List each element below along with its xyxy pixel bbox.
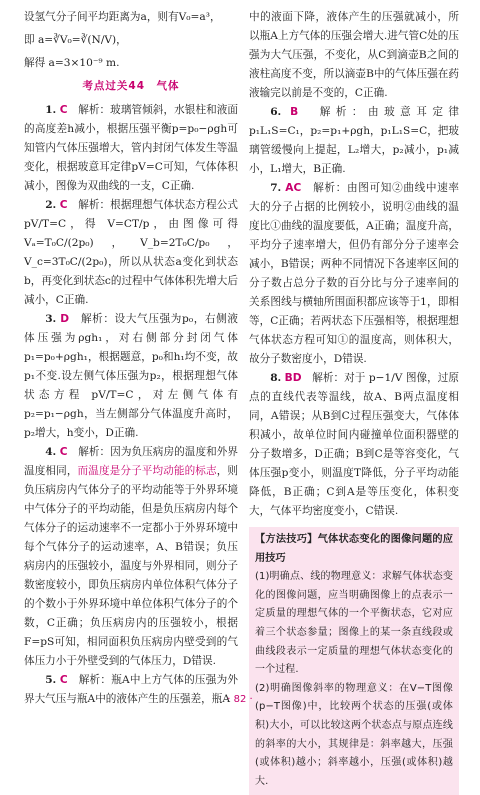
answer-text: 解析：由玻意耳定律 p₁L₁S=C₁，p₂=p₁+ρgh，p₁L₁S=C，把玻璃管缓慢向上提起，L₂增大，p₂减小，p₁减小，L₁增大，B正确. bbox=[249, 106, 460, 175]
answer-number: 4. bbox=[45, 446, 57, 458]
answer-choice: C bbox=[59, 104, 68, 116]
answer-text: 解析：玻璃管倾斜，水银柱和液面的高度差h减小，根据压强平衡p=p₀−ρgh可知管内气体压强增大，管内封闭气体发生等温变化，根据玻意耳定律pV=C可知，气体体积减小，图像为双曲线的一支，C正确. bbox=[24, 104, 239, 192]
answer-number: 8. bbox=[270, 372, 282, 384]
answer-number: 2. bbox=[45, 199, 57, 211]
answer-number: 3. bbox=[45, 313, 57, 325]
answer-text: 解析：因为负压病房的温度和外界温度相同， bbox=[24, 446, 239, 477]
answer-1 bbox=[24, 101, 238, 196]
answer-number: 7. bbox=[270, 182, 282, 194]
right-column bbox=[249, 8, 459, 795]
intro-line-1: 设氢气分子间平均距离为a，则有V₀=a³， bbox=[24, 11, 221, 23]
answer-choice: C bbox=[59, 446, 68, 458]
answer-text: 解析：由图可知②曲线中速率大的分子占据的比例较小，说明②曲线的温度比①曲线的温度要低，A正确；温度升高，平均分子速率增大，但仍有部分分子速率会减小，B错误；两种不同情况下各速率区间的分子数占总分子数的百分比与分子速率间的关系图线与横轴所围面积都应该等于1，即相等，C正确；若两状态下压强相等，根据理想气体状态方程可知①的温度高，则体积大，故分子数密度小，D错误. bbox=[249, 182, 459, 365]
answer-choice: D bbox=[60, 313, 70, 325]
answer-number: 1. bbox=[45, 104, 57, 116]
answer-choice: B bbox=[290, 106, 299, 118]
answer-2 bbox=[24, 196, 238, 310]
method-tip-box bbox=[249, 527, 459, 795]
answer-choice: AC bbox=[285, 182, 302, 194]
page-number: · 82 · bbox=[227, 694, 253, 705]
answer-text: 解析：对于 p−1/V 图像，过原点的 bbox=[249, 372, 460, 403]
section-heading: 考点过关44 气体 bbox=[82, 80, 180, 92]
answer-choice: C bbox=[59, 199, 68, 211]
tip-point-2: (2)明确图像斜率的物理意义：在V−T图像(p−T图像)中，比较两个状态的压强(或体积)大小，可以比较这两个状态点与原点连线的斜率的大小，其规律是：斜率越大，压强(或体积)越小；斜率越小，压强(或体积)越大. bbox=[255, 682, 453, 787]
answer-8 bbox=[249, 369, 459, 521]
intro-line-3: 解得 a=3×10⁻⁹ m. bbox=[24, 57, 120, 69]
answer-choice: C bbox=[59, 674, 68, 686]
answer-text: 解析：瓶A中上方气体的压强为外界大气压与瓶A中的液体产生的压强差，瓶A bbox=[24, 674, 239, 705]
answer-4 bbox=[24, 443, 238, 671]
highlighted-text: 而温度是分子平均动能的标志 bbox=[77, 465, 217, 477]
answer-text: 解析：设大气压强为p₀，右侧液体压强为ρgh₁，对右侧部分封闭气体p₁=p₀+ρgh₁，根据题意，p₀和h₁均不变，故p₁不变.设左侧气体压强为p₂，根据理想气体状态方程 pV/T=C，对左侧气体有p₂=p₁−ρgh，当左侧部分气体温度升高时，p₂增大，h变小，D正确. bbox=[24, 313, 238, 439]
answer-text-cont: 直线代表等温线，故A、B两点温度相同，A错误；从B到C过程压强变大，气体体积减小，故单位时间内碰撞单位面积器壁的分子数增多，D正确；B到C是等容变化，气体压强p变小，则温度T降低，分子平均动能降低，B正确；C到A是等压变化，体积变大，气体平均密度变小，C错误. bbox=[249, 391, 459, 517]
left-column bbox=[24, 8, 238, 709]
answer-5-continued: 中的液面下降，液体产生的压强就减小，所以瓶A上方气体的压强会增大.进气管C处的压强为大气压强，不变化，从C到滴壶B之间的液柱高度不变，所以滴壶B中的气体压强在药液输完以前是不变的，C正确. bbox=[249, 11, 459, 99]
tip-title: 【方法技巧】气体状态变化的图像问题的应用技巧 bbox=[255, 534, 453, 564]
answer-text: 解析：根据理想气体状态方程公式 pV/T=C，得 V=CT/p，由图像可得 Vₐ=T₀C/(2p₀)， bbox=[24, 199, 239, 249]
answer-text-cont: V_b=2T₀C/p₀，V_c=3T₀C/(2p₀)，所以从状态a变化到状态b，再变化到状态c的过程中气体体积先增大后减小，C正确. bbox=[24, 237, 238, 306]
answer-3 bbox=[24, 310, 238, 443]
answer-text-cont: ，则负压病房内气体分子的平均动能等于外界环境中气体分子的平均动能，但是负压病房内每个气体分子的运动速率不一定都小于外界环境中每个气体分子的运动速率，A、B错误；负压病房内的压强较小，温度与外界相同，则分子数密度较小，即负压病房内单位体积气体分子的个数小于外界环境中单位体积气体分子的个数，C正确；负压病房内的压强较小，根据F=pS可知，相同面积负压病房内壁受到的气体压力小于外壁受到的气体压力，D错误. bbox=[24, 465, 239, 667]
tip-point-1: (1)明确点、线的物理意义：求解气体状态变化的图像问题，应当明确图像上的点表示一定质量的理想气体的一个平衡状态，它对应着三个状态参量；图像上的某一条直线段或曲线段表示一定质量的理想气体状态变化的一个过程. bbox=[255, 571, 453, 676]
answer-choice: BD bbox=[284, 372, 302, 384]
intro-line-2: 即 a=∛V₀=∛(N/V)， bbox=[24, 34, 127, 46]
answer-number: 6. bbox=[270, 106, 282, 118]
answer-7 bbox=[249, 179, 459, 369]
answer-6 bbox=[249, 103, 459, 179]
answer-number: 5. bbox=[45, 674, 57, 686]
